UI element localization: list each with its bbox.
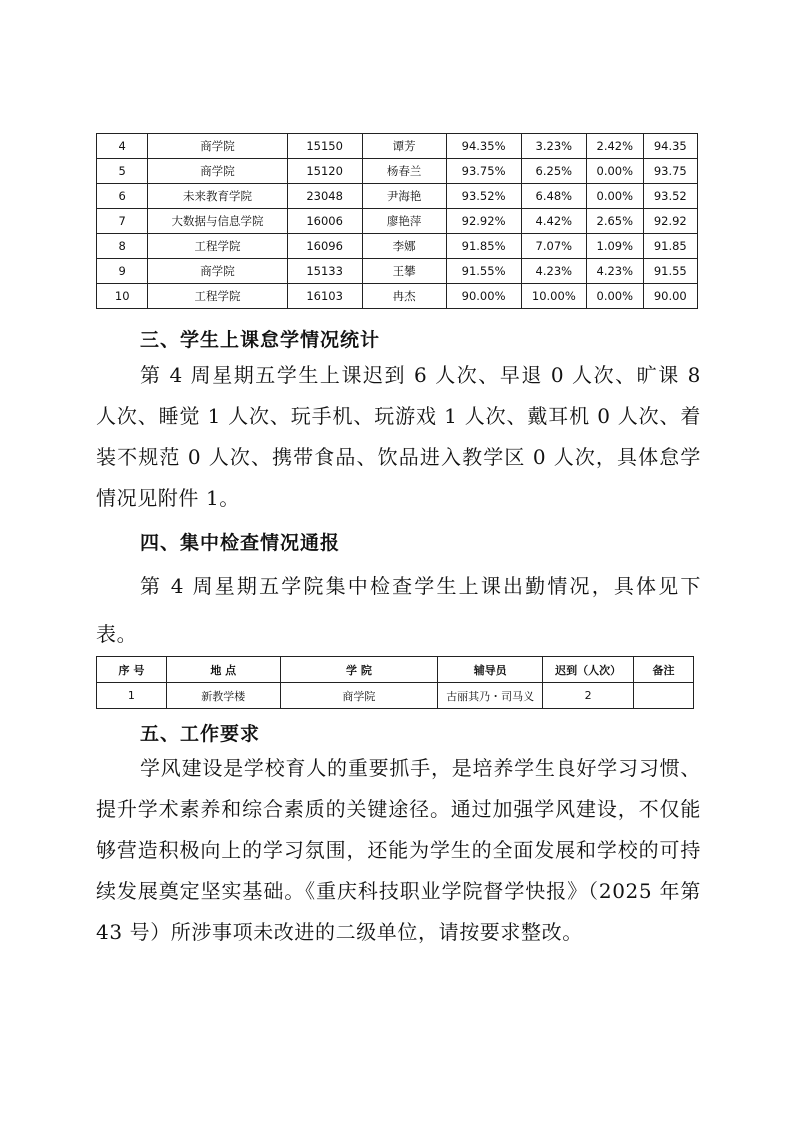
cell-no: 6 bbox=[97, 184, 148, 209]
cell-counselor: 古丽其乃・司马义 bbox=[438, 683, 543, 709]
cell-class-id: 15150 bbox=[287, 134, 362, 159]
column-header: 序 号 bbox=[97, 657, 167, 683]
cell-score: 90.00 bbox=[643, 284, 697, 309]
cell-rate3: 2.65% bbox=[587, 209, 644, 234]
cell-class-id: 23048 bbox=[287, 184, 362, 209]
cell-college: 工程学院 bbox=[148, 234, 287, 259]
cell-note bbox=[634, 683, 694, 709]
cell-late: 2 bbox=[543, 683, 634, 709]
cell-name: 杨春兰 bbox=[362, 159, 446, 184]
section-5-heading: 五、工作要求 bbox=[140, 723, 261, 745]
section-5-paragraph: 学风建设是学校育人的重要抓手，是培养学生良好学习习惯、提升学术素养和综合素质的关键途径。通过加强学风建设，不仅能够营造积极向上的学习氛围，还能为学生的全面发展和学校的可持续发展奠定坚实基础。《重庆科技职业学院督学快报》（2025 年第 43 号）所涉事项未改进的二级单位，请按要求整改。 bbox=[96, 756, 701, 944]
cell-score: 94.35 bbox=[643, 134, 697, 159]
cell-rate3: 2.42% bbox=[587, 134, 644, 159]
cell-name: 李娜 bbox=[362, 234, 446, 259]
cell-rate1: 94.35% bbox=[446, 134, 521, 159]
cell-class-id: 16103 bbox=[287, 284, 362, 309]
cell-rate1: 92.92% bbox=[446, 209, 521, 234]
cell-rate2: 7.07% bbox=[521, 234, 586, 259]
cell-rate1: 91.55% bbox=[446, 259, 521, 284]
table-row bbox=[97, 284, 698, 309]
cell-name: 王攀 bbox=[362, 259, 446, 284]
table-row bbox=[97, 209, 698, 234]
cell-no: 9 bbox=[97, 259, 148, 284]
cell-no: 7 bbox=[97, 209, 148, 234]
cell-class-id: 15120 bbox=[287, 159, 362, 184]
cell-college: 商学院 bbox=[148, 134, 287, 159]
cell-name: 冉杰 bbox=[362, 284, 446, 309]
section-3-heading: 三、学生上课怠学情况统计 bbox=[140, 329, 381, 351]
cell-no: 10 bbox=[97, 284, 148, 309]
cell-college: 工程学院 bbox=[148, 284, 287, 309]
cell-score: 93.52 bbox=[643, 184, 697, 209]
table-row bbox=[97, 159, 698, 184]
cell-no: 5 bbox=[97, 159, 148, 184]
cell-class-id: 16006 bbox=[287, 209, 362, 234]
cell-rate2: 10.00% bbox=[521, 284, 586, 309]
cell-class-id: 15133 bbox=[287, 259, 362, 284]
cell-college: 商学院 bbox=[280, 683, 438, 709]
cell-score: 91.55 bbox=[643, 259, 697, 284]
cell-rate3: 4.23% bbox=[587, 259, 644, 284]
cell-rate2: 6.25% bbox=[521, 159, 586, 184]
attendance-ranking-table bbox=[96, 133, 698, 309]
cell-rate2: 4.42% bbox=[521, 209, 586, 234]
cell-rate2: 3.23% bbox=[521, 134, 586, 159]
cell-rate2: 6.48% bbox=[521, 184, 586, 209]
cell-rate3: 0.00% bbox=[587, 284, 644, 309]
cell-score: 91.85 bbox=[643, 234, 697, 259]
cell-college: 商学院 bbox=[148, 159, 287, 184]
table-row bbox=[97, 259, 698, 284]
cell-rate3: 0.00% bbox=[587, 184, 644, 209]
column-header: 备注 bbox=[634, 657, 694, 683]
cell-rate1: 91.85% bbox=[446, 234, 521, 259]
cell-no: 1 bbox=[97, 683, 167, 709]
table-row bbox=[97, 234, 698, 259]
cell-name: 尹海艳 bbox=[362, 184, 446, 209]
cell-no: 8 bbox=[97, 234, 148, 259]
cell-rate1: 90.00% bbox=[446, 284, 521, 309]
cell-name: 廖艳萍 bbox=[362, 209, 446, 234]
cell-college: 未来教育学院 bbox=[148, 184, 287, 209]
table-row bbox=[97, 184, 698, 209]
cell-college: 大数据与信息学院 bbox=[148, 209, 287, 234]
cell-rate1: 93.52% bbox=[446, 184, 521, 209]
table-row bbox=[97, 683, 694, 709]
table-row bbox=[97, 134, 698, 159]
cell-rate1: 93.75% bbox=[446, 159, 521, 184]
cell-name: 谭芳 bbox=[362, 134, 446, 159]
cell-score: 93.75 bbox=[643, 159, 697, 184]
column-header: 地 点 bbox=[166, 657, 280, 683]
cell-score: 92.92 bbox=[643, 209, 697, 234]
cell-location: 新教学楼 bbox=[166, 683, 280, 709]
section-4-heading: 四、集中检查情况通报 bbox=[140, 532, 341, 554]
section-4-paragraph: 第 4 周星期五学院集中检查学生上课出勤情况，具体见下表。 bbox=[96, 574, 701, 646]
cell-no: 4 bbox=[97, 134, 148, 159]
cell-college: 商学院 bbox=[148, 259, 287, 284]
cell-rate2: 4.23% bbox=[521, 259, 586, 284]
cell-rate3: 0.00% bbox=[587, 159, 644, 184]
cell-rate3: 1.09% bbox=[587, 234, 644, 259]
column-header: 学 院 bbox=[280, 657, 438, 683]
inspection-table bbox=[96, 656, 694, 709]
column-header: 迟到（人次） bbox=[543, 657, 634, 683]
column-header: 辅导员 bbox=[438, 657, 543, 683]
cell-class-id: 16096 bbox=[287, 234, 362, 259]
section-3-paragraph: 第 4 周星期五学生上课迟到 6 人次、早退 0 人次、旷课 8 人次、睡觉 1 人次、玩手机、玩游戏 1 人次、戴耳机 0 人次、着装不规范 0 人次、携带食品、饮品进入教学区 0 人次，具体怠学情况见附件 1。 bbox=[96, 363, 701, 510]
